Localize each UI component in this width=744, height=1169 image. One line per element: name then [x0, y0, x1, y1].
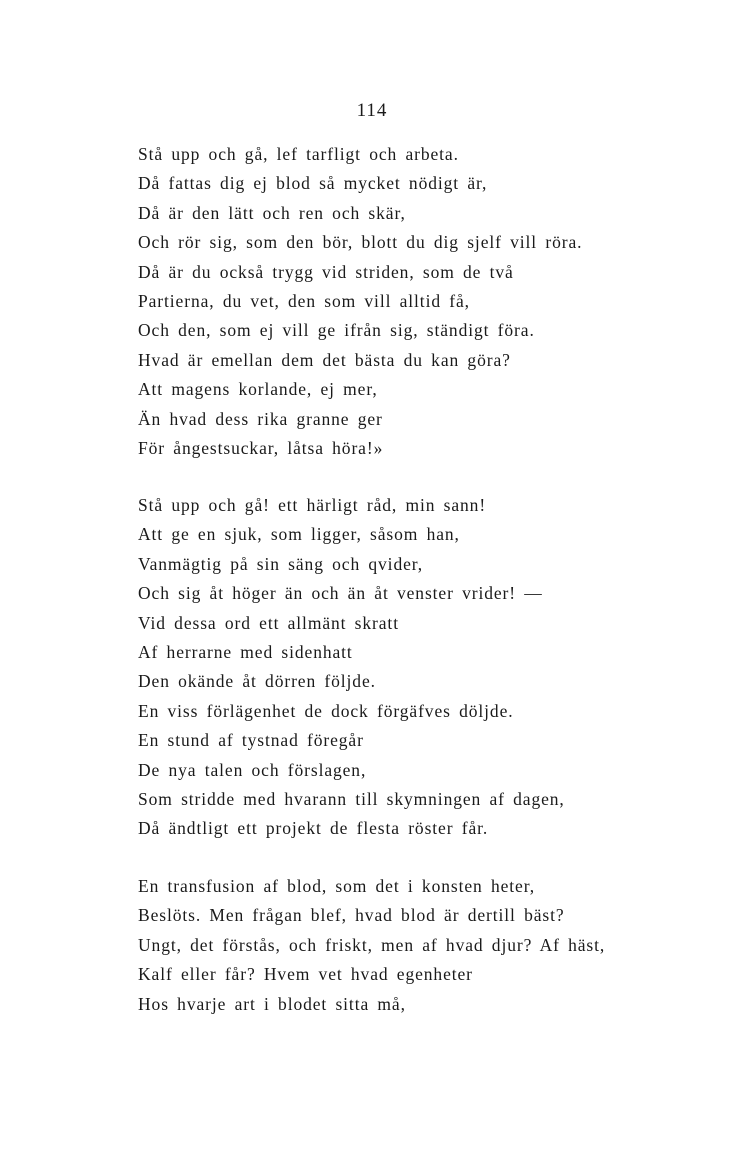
poem-line: Hvad är emellan dem det bästa du kan göra? [138, 349, 511, 370]
poem-line: Då ändtligt ett projekt de flesta röster får. [138, 818, 489, 839]
poem-line: Hos hvarje art i blodet sitta må, [138, 993, 406, 1014]
poem-line: Än hvad dess rika granne ger [138, 408, 383, 429]
page-number: 114 [356, 100, 388, 121]
poem-line: Och den, som ej vill ge ifrån sig, ständigt föra. [138, 320, 535, 341]
poem-line: Af herrarne med sidenhatt [138, 641, 353, 662]
poem-line: De nya talen och förslagen, [138, 759, 367, 780]
poem-line: En viss förlägenhet de dock förgäfves döljde. [138, 700, 514, 721]
stanza [138, 872, 605, 1019]
poem-line: Att ge en sjuk, som ligger, såsom han, [138, 524, 460, 545]
poem-line: För ångestsuckar, låtsa höra!» [138, 437, 384, 458]
poem-line: En stund af tystnad föregår [138, 730, 364, 751]
poem-line: En transfusion af blod, som det i konsten heter, [138, 876, 535, 896]
poem-line: Då är den lätt och ren och skär, [138, 202, 406, 223]
poem-line: Då är du också trygg vid striden, som de två [138, 261, 514, 282]
poem-line: Att magens korlande, ej mer, [138, 379, 378, 400]
poem-line: Vanmägtig på sin säng och qvider, [138, 553, 424, 574]
stanza [138, 491, 565, 844]
poem-line: Partierna, du vet, den som vill alltid få, [138, 290, 470, 311]
poem-line: Beslöts. Men frågan blef, hvad blod är dertill bäst? [138, 905, 565, 926]
poem-line: Stå upp och gå! ett härligt råd, min sann! [138, 495, 487, 515]
poem-line: Stå upp och gå, lef tarfligt och arbeta. [138, 144, 459, 164]
poem-line: Den okände åt dörren följde. [138, 671, 376, 692]
poem-line: Då fattas dig ej blod så mycket nödigt är, [138, 173, 488, 194]
poem-line: Kalf eller får? Hvem vet hvad egenheter [138, 964, 473, 985]
poem-line: Och sig åt höger än och än åt venster vrider! — [138, 583, 543, 604]
poem-line: Och rör sig, som den bör, blott du dig sjelf vill röra. [138, 232, 583, 253]
stanza [138, 140, 582, 463]
poem-line: Ungt, det förstås, och friskt, men af hvad djur? Af häst, [138, 934, 606, 955]
poem-line: Vid dessa ord ett allmänt skratt [138, 612, 399, 633]
poem-line: Som stridde med hvarann till skymningen af dagen, [138, 788, 565, 809]
